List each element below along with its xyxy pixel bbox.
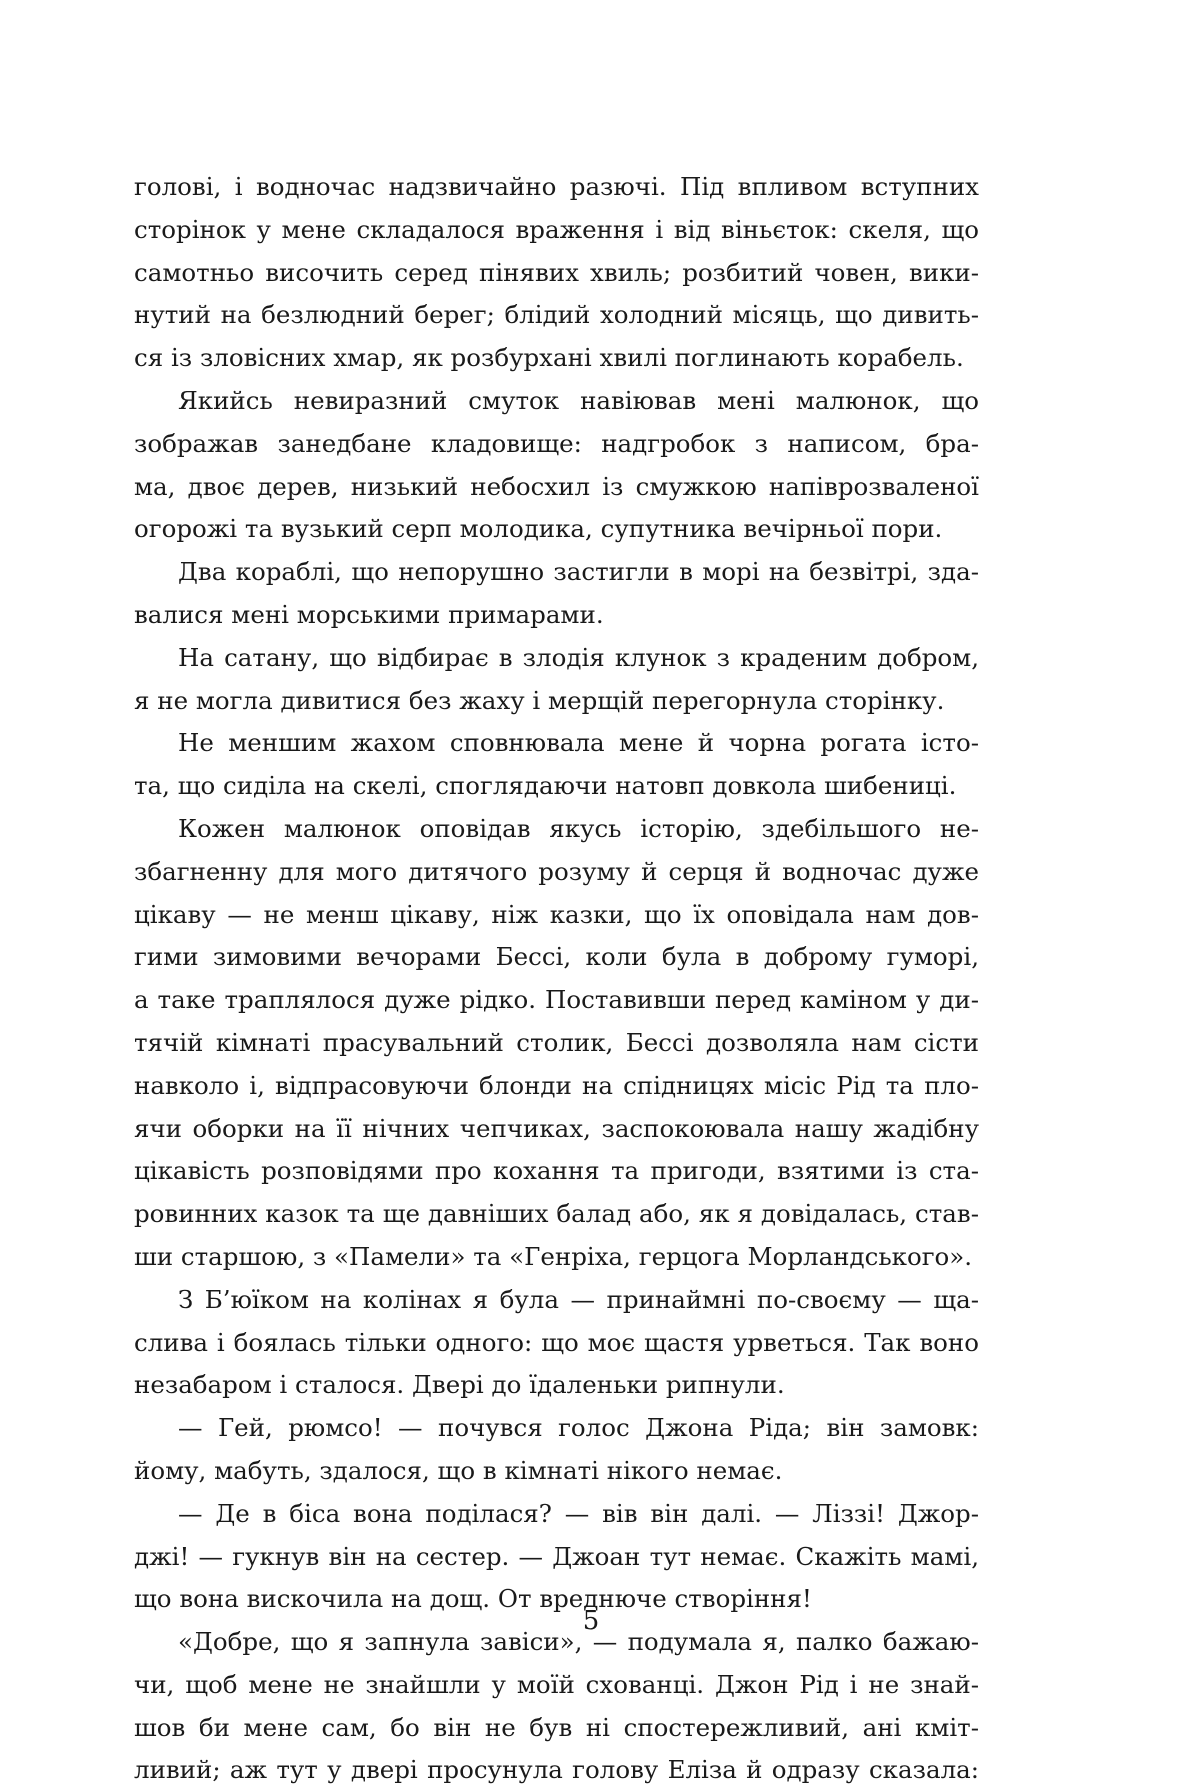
text-line: — Де в біса вона поділася? — вів він далі. — Ліззі! Джор- (178, 1498, 979, 1528)
text-line: Кожен малюнок оповідав якусь історію, здебільшого не- (178, 813, 979, 843)
text-line: збагненну для мого дитячого розуму й серця й водночас дуже (134, 856, 979, 886)
text-line: голові, і водночас надзвичайно разючі. Під впливом вступних (134, 172, 979, 201)
text-line: незабаром і сталося. Двері до їдаленьки рипнули. (134, 1370, 785, 1400)
text-line: ши старшою, з «Памели» та «Генріха, герцога Морландського». (134, 1241, 973, 1271)
page-number: 5 (582, 1606, 600, 1636)
text-line: слива і боялась тільки одного: що моє щастя урветься. Так воно (134, 1327, 979, 1357)
text-line: та, що сиділа на скелі, споглядаючи натовп довкола шибениці. (134, 771, 957, 801)
text-line: що вона вискочила на дощ. От вреднюче створіння! (134, 1584, 812, 1614)
text-line: гими зимовими вечорами Бессі, коли була в доброму гуморі, (134, 942, 979, 972)
text-line: валися мені морськими примарами. (134, 599, 604, 629)
text-line: нутий на безлюдний берег; блідий холодний місяць, що дивить- (134, 300, 979, 330)
text-line: ливий; аж тут у двері просунула голову Еліза й одразу сказала: (134, 1755, 979, 1785)
text-line: сторінок у мене складалося враження і від віньєток: скеля, що (134, 214, 979, 244)
text-line: цікаву — не менш цікаву, ніж казки, що їх оповідала нам дов- (134, 899, 979, 929)
text-line: цікавість розповідями про кохання та пригоди, взятими із ста- (134, 1156, 979, 1186)
text-line: — Гей, рюмсо! — почувся голос Джона Ріда; він замовк: (178, 1413, 979, 1443)
text-line: джі! — гукнув він на сестер. — Джоан тут немає. Скажіть мамі, (134, 1541, 979, 1571)
text-line: З Б’юїком на колінах я була — принаймні по-своєму — ща- (178, 1284, 979, 1314)
text-line: ровинних казок та ще давніших балад або, як я довідалась, став- (134, 1199, 979, 1229)
text-line: навколо і, відпрасовуючи блонди на спідницях місіс Рід та пло- (134, 1070, 979, 1100)
text-line: Не меншим жахом сповнювала мене й чорна рогата істо- (178, 728, 979, 758)
text-line: ма, двоє дерев, низький небосхил із смужкою напіврозваленої (134, 471, 979, 501)
text-line: а таке траплялося дуже рідко. Поставивши перед каміном у ди- (134, 985, 979, 1015)
text-line: Якийсь невиразний смуток навіював мені малюнок, що (178, 385, 979, 415)
text-line: огорожі та вузький серп молодика, супутника вечірньої пори. (134, 514, 943, 544)
text-line: тячій кімнаті прасувальний столик, Бессі дозволяла нам сісти (134, 1027, 979, 1057)
text-line: ячи оборки на її нічних чепчиках, заспокоювала нашу жадібну (134, 1113, 979, 1143)
body-text (134, 166, 979, 1792)
text-line: «Добре, що я запнула завіси», — подумала я, палко бажаю- (178, 1627, 979, 1657)
text-line: На сатану, що відбирає в злодія клунок з краденим добром, (178, 642, 979, 672)
text-line: чи, щоб мене не знайшли у моїй схованці. Джон Рід і не знай- (134, 1669, 979, 1699)
text-line: самотньо височить серед пінявих хвиль; розбитий човен, вики- (134, 257, 979, 287)
text-line: Два кораблі, що непорушно застигли в морі на безвітрі, зда- (178, 557, 979, 587)
text-line: ся із зловісних хмар, як розбурхані хвилі поглинають корабель. (134, 343, 964, 373)
text-line: йому, мабуть, здалося, що в кімнаті нікого немає. (134, 1455, 783, 1485)
text-line: я не могла дивитися без жаху і мерщій перегорнула сторінку. (134, 685, 945, 715)
text-line: зображав занедбане кладовище: надгробок з написом, бра- (134, 428, 979, 458)
text-line: шов би мене сам, бо він не був ні спостережливий, ані кміт- (134, 1712, 979, 1742)
